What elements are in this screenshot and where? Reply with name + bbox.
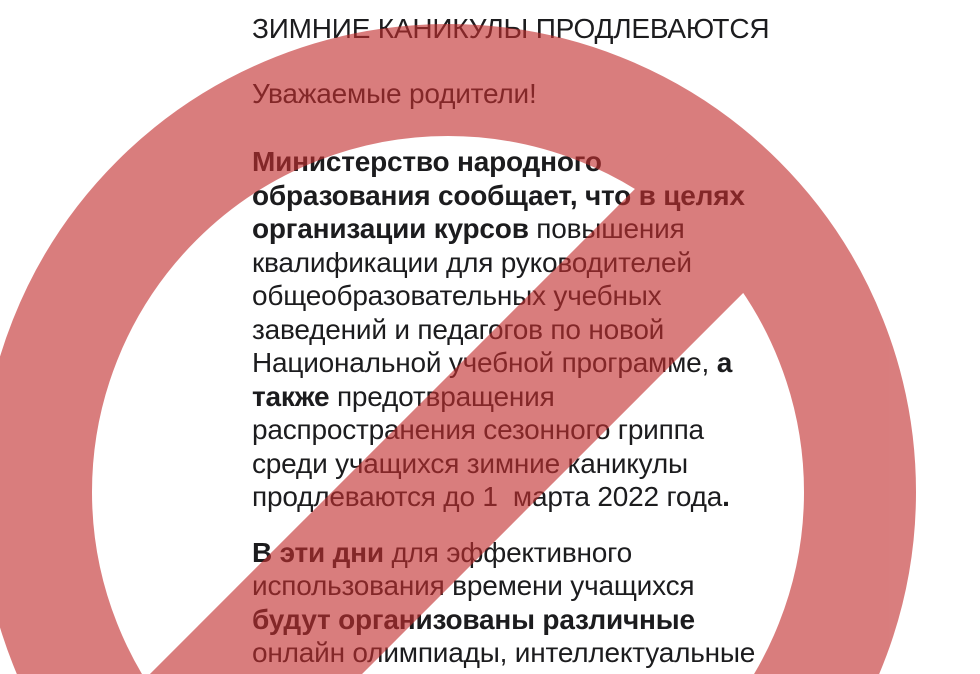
text-line: квалификации для руководителей: [252, 246, 692, 278]
announcement-body: [252, 145, 952, 670]
text-line: онлайн олимпиады, интеллектуальные: [252, 637, 756, 668]
text-line: продлеваются до 1 марта 2022 года.: [252, 481, 730, 512]
text-line: В эти дни для эффективного: [252, 536, 632, 568]
text-line: общеобразовательных учебных: [252, 280, 662, 311]
announcement-text: [252, 12, 952, 670]
announcement-title: ЗИМНИЕ КАНИКУЛЫ ПРОДЛЕВАЮТСЯ: [252, 13, 770, 44]
text-line: образования сообщает, что в целях: [252, 179, 745, 211]
greeting-text: Уважаемые родители!: [252, 77, 537, 109]
text-line: распространения сезонного гриппа: [252, 414, 704, 445]
text-line: заведений и педагогов по новой: [252, 313, 665, 345]
text-line: Национальной учебной программе, а: [252, 347, 733, 378]
text-line: организации курсов повышения: [252, 213, 685, 244]
body-paragraph: [252, 536, 952, 670]
text-line: среди учащихся зимние каникулы: [252, 447, 688, 479]
text-line: будут организованы различные: [252, 603, 695, 635]
text-line: также предотвращения: [252, 380, 555, 412]
text-line: использования времени учащихся: [252, 570, 695, 601]
text-line: Министерство народного: [252, 146, 602, 177]
body-paragraph: [252, 145, 952, 514]
